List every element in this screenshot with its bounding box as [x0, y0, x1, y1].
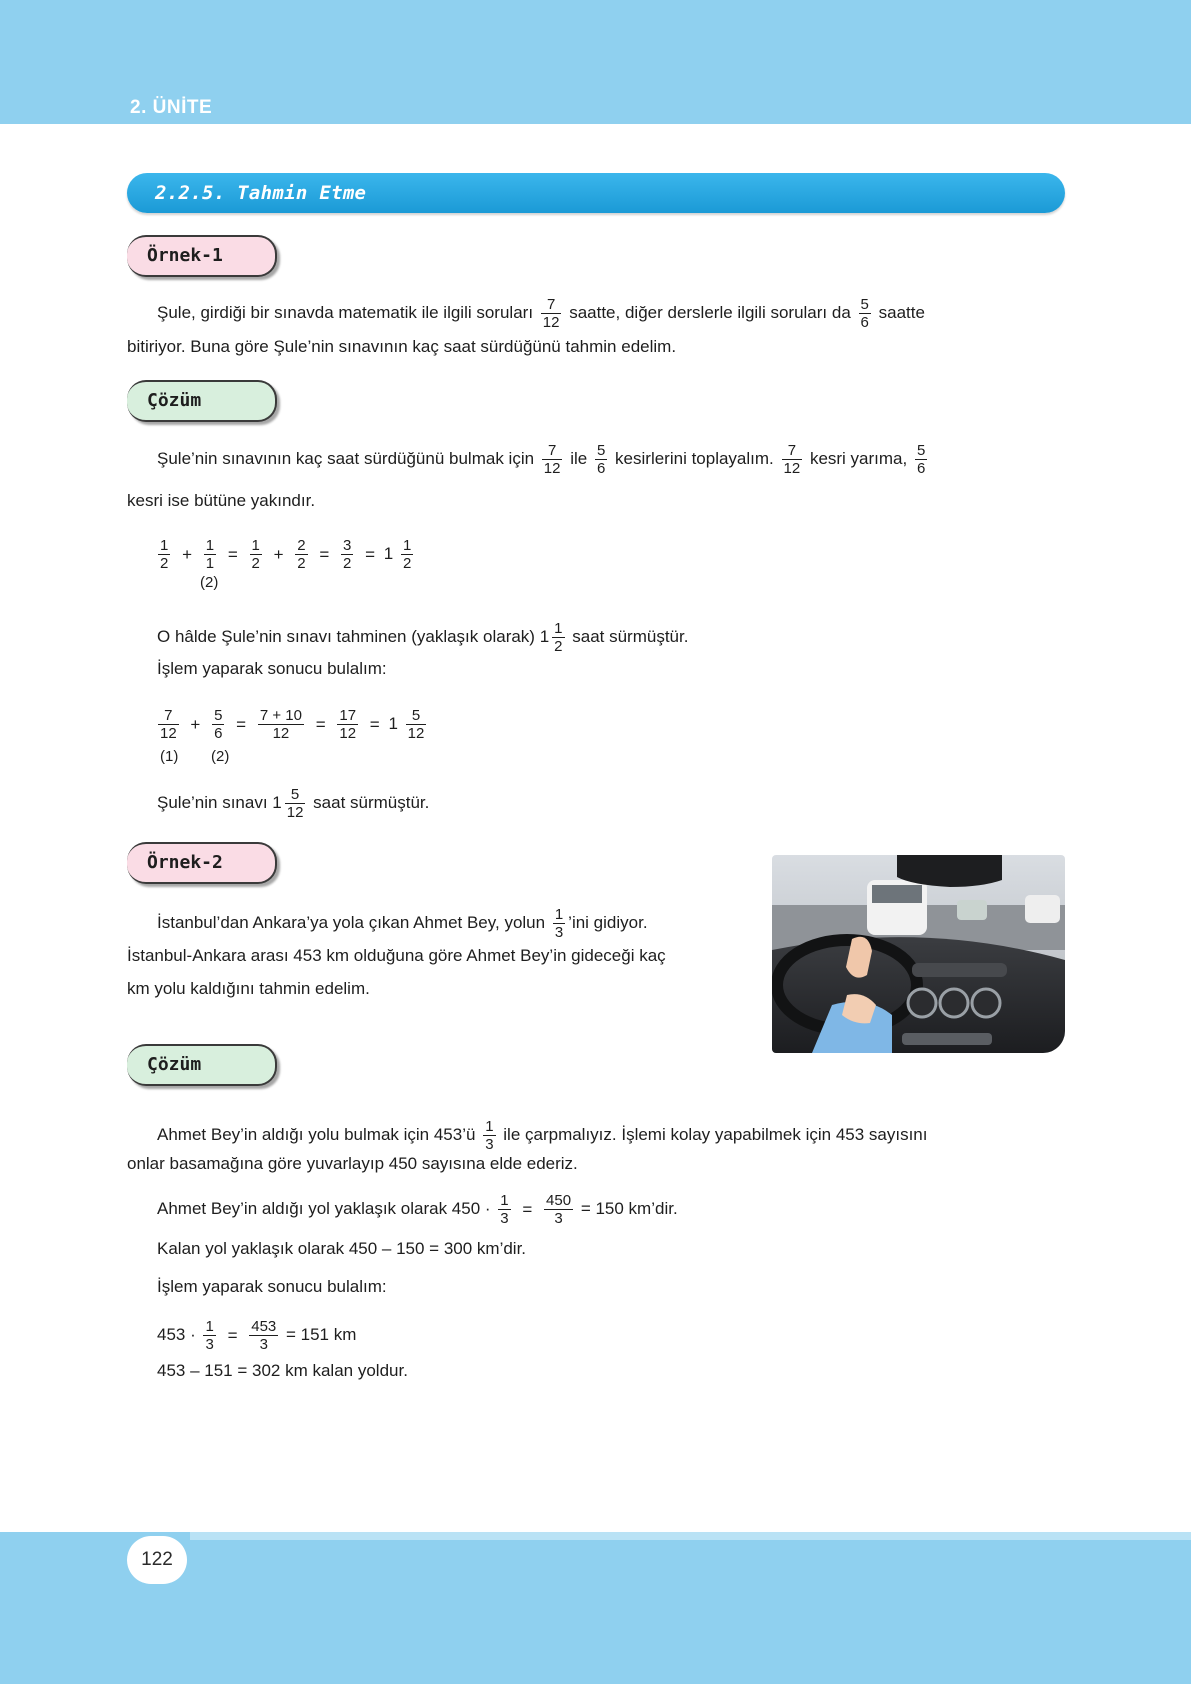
- numerator: 1: [205, 537, 215, 554]
- equals-sign: =: [319, 544, 330, 564]
- fraction: [401, 537, 413, 572]
- fraction: [553, 906, 565, 941]
- denominator: 12: [272, 725, 290, 742]
- numerator: 17: [339, 707, 357, 724]
- text: kesirlerini toplayalım.: [615, 448, 774, 468]
- example-1-line-2: bitiriyor. Buna göre Şule’nin sınavının kaç saat sürdüğünü tahmin edelim.: [127, 337, 677, 356]
- equals-sign: =: [236, 714, 247, 734]
- numerator: 5: [285, 786, 306, 804]
- fraction: [595, 442, 607, 477]
- solution-2-line-7: 453 – 151 = 302 km kalan yoldur.: [157, 1361, 408, 1380]
- text: İstanbul’dan Ankara’ya yola çıkan Ahmet Bey, yolun: [157, 912, 546, 932]
- solution-2-line-3: [157, 1192, 678, 1227]
- fraction: [212, 707, 224, 742]
- solution-2-line-1: [157, 1118, 928, 1153]
- denominator: 2: [402, 555, 412, 572]
- solution-1-line-2: kesri ise bütüne yakındır.: [127, 491, 316, 510]
- denominator: 2: [160, 555, 169, 572]
- car-dashboard-photo: [772, 855, 1065, 1053]
- example-2-line-1: [157, 906, 648, 941]
- whole-part: 1: [388, 713, 398, 733]
- numerator: 5: [596, 442, 606, 459]
- denominator: 3: [205, 1336, 214, 1353]
- text: = 151 km: [286, 1324, 357, 1344]
- denominator: 6: [860, 314, 869, 331]
- fraction: [341, 537, 353, 572]
- fraction: [544, 1192, 573, 1227]
- equals-sign: =: [522, 1199, 533, 1219]
- equals-sign: =: [369, 714, 380, 734]
- fraction: [541, 296, 562, 331]
- numerator: 7: [541, 296, 562, 314]
- fraction: [249, 1318, 278, 1353]
- solution-2-line-6: [157, 1318, 356, 1353]
- denominator: 2: [554, 638, 563, 655]
- numerator: 2: [297, 537, 306, 554]
- numerator: 7: [782, 442, 803, 460]
- text: O hâlde Şule’nin sınavı tahminen (yaklaşık olarak) 1: [157, 626, 550, 646]
- numerator: 3: [343, 537, 352, 554]
- denominator: 1: [205, 555, 215, 572]
- numerator: 7: [158, 707, 179, 725]
- denominator: 12: [542, 314, 560, 331]
- example-2-line-2: İstanbul-Ankara arası 453 km olduğuna göre Ahmet Bey’in gideceği kaç: [127, 946, 666, 965]
- example-2-tag: Örnek-2: [127, 842, 277, 884]
- fraction: [158, 537, 170, 572]
- numerator: 5: [214, 707, 223, 724]
- text: saat sürmüştür.: [313, 792, 430, 812]
- numerator: 7: [542, 442, 563, 460]
- solution-2-tag: Çözüm: [127, 1044, 277, 1086]
- fraction: [552, 620, 564, 655]
- bottom-strip: [190, 1532, 1191, 1540]
- plus-sign: +: [190, 714, 201, 734]
- exact-expression: [155, 707, 429, 742]
- denominator: 2: [251, 555, 260, 572]
- numerator: 1: [554, 620, 563, 637]
- example-2-line-3: km yolu kaldığını tahmin edelim.: [127, 979, 370, 998]
- numerator: 1: [251, 537, 260, 554]
- denominator: 6: [214, 725, 223, 742]
- denominator: 6: [596, 460, 606, 477]
- section-title: 2.2.5. Tahmin Etme: [155, 182, 367, 204]
- fraction: [258, 707, 304, 742]
- solution-1-tag: Çözüm: [127, 380, 277, 422]
- denominator: 12: [286, 804, 304, 821]
- calc-label-1: İşlem yaparak sonucu bulalım:: [157, 659, 387, 678]
- fraction: [542, 442, 563, 477]
- numerator: 1: [160, 537, 169, 554]
- text: Şule, girdiği bir sınavda matematik ile ilgili soruları: [157, 302, 534, 322]
- numerator: 1: [402, 537, 412, 554]
- text: Şule’nin sınavının kaç saat sürdüğünü bulmak için: [157, 448, 535, 468]
- solution-2-line-2: onlar basamağına göre yuvarlayıp 450 sayısına elde ederiz.: [127, 1154, 578, 1173]
- fraction: [250, 537, 262, 572]
- denominator: 12: [160, 725, 177, 742]
- text: saatte, diğer derslerle ilgili soruları da: [569, 302, 851, 322]
- numerator: 1: [500, 1192, 509, 1209]
- equals-sign: =: [227, 544, 238, 564]
- text: ile çarpmalıyız. İşlemi kolay yapabilmek için 453 sayısını: [503, 1124, 928, 1144]
- denominator: 12: [339, 725, 357, 742]
- numerator: 1: [485, 1118, 494, 1135]
- fraction: [203, 1318, 215, 1353]
- text: kesri yarıma,: [809, 448, 908, 468]
- text: saat sürmüştür.: [572, 626, 689, 646]
- fraction: [915, 442, 927, 477]
- denominator: 12: [407, 725, 425, 742]
- denominator: 3: [485, 1136, 494, 1153]
- section-title-bar: [127, 173, 1065, 213]
- fraction: [406, 707, 427, 742]
- exact-result: [157, 786, 429, 821]
- numerator: 1: [205, 1318, 214, 1335]
- solution-1-line-1: [157, 442, 930, 477]
- numerator: 5: [406, 707, 427, 725]
- equals-sign: =: [315, 714, 326, 734]
- numerator: 7 + 10: [259, 707, 302, 724]
- example-1-line-1: [157, 296, 925, 331]
- solution-2-line-4: Kalan yol yaklaşık olarak 450 – 150 = 300 km’dir.: [157, 1239, 527, 1258]
- fraction: [337, 707, 358, 742]
- plus-sign: +: [182, 544, 193, 564]
- example-1-tag: Örnek-1: [127, 235, 277, 277]
- fraction: [498, 1192, 510, 1227]
- numerator: 450: [546, 1192, 572, 1209]
- denominator: 6: [916, 460, 926, 477]
- text: = 150 km’dir.: [580, 1198, 678, 1218]
- denominator: 12: [543, 460, 561, 477]
- whole-part: 1: [383, 543, 394, 563]
- text: Ahmet Bey’in aldığı yol yaklaşık olarak 450 ·: [157, 1198, 491, 1218]
- numerator: 1: [554, 906, 564, 923]
- numerator: 453: [251, 1318, 277, 1335]
- plus-sign: +: [273, 544, 284, 564]
- fraction: [859, 296, 871, 331]
- denominator: 3: [500, 1210, 509, 1227]
- fraction: [158, 707, 179, 742]
- fraction: [204, 537, 216, 572]
- fraction: [285, 786, 306, 821]
- denominator: 3: [259, 1336, 268, 1353]
- denominator: 2: [343, 555, 352, 572]
- calc-label-2: İşlem yaparak sonucu bulalım:: [157, 1277, 387, 1296]
- text: Şule’nin sınavı 1: [157, 792, 282, 812]
- fraction: [483, 1118, 495, 1153]
- text: 453 ·: [157, 1324, 196, 1344]
- expansion-marker-2: (2): [211, 748, 230, 765]
- estimate-expression: [155, 537, 416, 572]
- fraction: [782, 442, 803, 477]
- denominator: 3: [554, 1210, 563, 1227]
- expansion-marker: (2): [200, 574, 219, 591]
- equals-sign: =: [227, 1325, 238, 1345]
- estimate-result: [157, 620, 688, 655]
- text: saatte: [878, 302, 925, 322]
- expansion-marker-1: (1): [160, 748, 179, 765]
- text: ’ini gidiyor.: [568, 912, 648, 932]
- unit-label: 2. ÜNİTE: [130, 97, 213, 118]
- text: Ahmet Bey’in aldığı yolu bulmak için 453’ü: [157, 1124, 476, 1144]
- denominator: 3: [554, 924, 564, 941]
- text: ile: [570, 448, 588, 468]
- fraction: [295, 537, 307, 572]
- denominator: 12: [783, 460, 801, 477]
- numerator: 5: [860, 296, 869, 313]
- denominator: 2: [297, 555, 306, 572]
- numerator: 5: [916, 442, 926, 459]
- page-number: 122: [127, 1536, 187, 1584]
- equals-sign: =: [365, 544, 376, 564]
